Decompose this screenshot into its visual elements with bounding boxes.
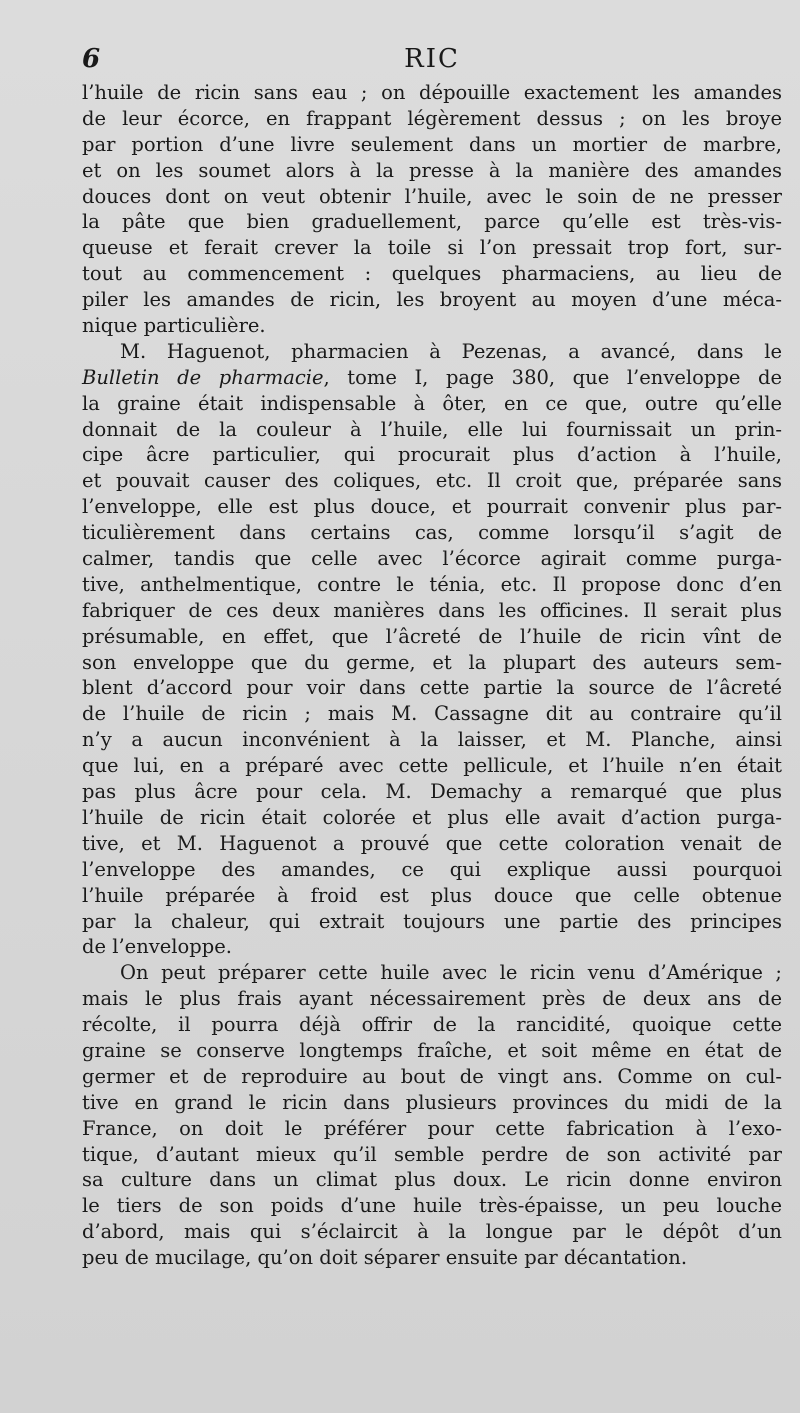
text-line: l’huile de ricin était colorée et plus elle avait d’action purga-	[82, 805, 782, 829]
text-line: On peut préparer cette huile avec le ricin venu d’Amérique ;	[120, 961, 782, 985]
text-line: germer et de reproduire au bout de vingt ans. Comme on cul-	[82, 1064, 782, 1088]
journal-title: Bulletin de pharmacie	[82, 365, 324, 389]
text-line: blent d’accord pour voir dans cette partie la source de l’âcreté	[82, 676, 782, 700]
text-line: l’enveloppe des amandes, ce qui explique aussi pourquoi	[82, 857, 782, 881]
page-header	[82, 44, 782, 80]
text-line: peu de mucilage, qu’on doit séparer ensuite par décantation.	[82, 1246, 688, 1270]
text-line: présumable, en effet, que l’âcreté de l’huile de ricin vînt de	[82, 624, 782, 648]
text-line: que lui, en a préparé avec cette pellicule, et l’huile n’en était	[82, 754, 782, 778]
text-line: graine se conserve longtemps fraîche, et soit même en état de	[82, 1038, 782, 1062]
text-line: fabriquer de ces deux manières dans les officines. Il serait plus	[82, 598, 782, 622]
text-line: tout au commencement : quelques pharmaciens, au lieu de	[82, 262, 782, 286]
text-line: pas plus âcre pour cela. M. Demachy a remarqué que plus	[82, 780, 782, 804]
text-line: M. Haguenot, pharmacien à Pezenas, a avancé, dans le	[120, 339, 782, 363]
text-line: n’y a aucun inconvénient à la laisser, et M. Planche, ainsi	[82, 728, 782, 752]
text-line: par portion d’une livre seulement dans un mortier de marbre,	[82, 132, 782, 156]
text-line-with-title	[82, 365, 782, 391]
text-line: sa culture dans un climat plus doux. Le ricin donne environ	[82, 1168, 782, 1192]
text-line: de leur écorce, en frappant légèrement dessus ; on les broye	[82, 106, 782, 130]
text-line: récolte, il pourra déjà offrir de la rancidité, quoique cette	[82, 1013, 782, 1037]
text-line: la pâte que bien graduellement, parce qu’elle est très-vis-	[82, 210, 782, 234]
text-line: et pouvait causer des coliques, etc. Il croit que, préparée sans	[82, 469, 782, 493]
text-line: par la chaleur, qui extrait toujours une partie des principes	[82, 909, 782, 933]
text-line: queuse et ferait crever la toile si l’on pressait trop fort, sur-	[82, 236, 782, 260]
text-line: son enveloppe que du germe, et la plupart des auteurs sem-	[82, 650, 782, 674]
text-line: et on les soumet alors à la presse à la manière des amandes	[82, 158, 782, 182]
text-line: tive en grand le ricin dans plusieurs provinces du midi de la	[82, 1090, 782, 1114]
running-head: RIC	[404, 44, 460, 74]
text-line: tive, et M. Haguenot a prouvé que cette coloration venait de	[82, 831, 782, 855]
text-line: mais le plus frais ayant nécessairement près de deux ans de	[82, 987, 782, 1011]
text-line: nique particulière.	[82, 314, 266, 338]
paragraph-1	[82, 80, 782, 339]
text-span: , tome I, page 380, que l’enveloppe de	[323, 365, 782, 389]
page-number: 6	[82, 44, 101, 74]
text-line: tique, d’autant mieux qu’il semble perdre de son activité par	[82, 1142, 782, 1166]
text-line: le tiers de son poids d’une huile très-épaisse, un peu louche	[82, 1194, 782, 1218]
text-line: douces dont on veut obtenir l’huile, avec le soin de ne presser	[82, 184, 782, 208]
paragraph-2	[82, 339, 782, 960]
body-text	[82, 80, 782, 1271]
text-line: de l’enveloppe.	[82, 935, 232, 959]
text-line: l’huile préparée à froid est plus douce que celle obtenue	[82, 883, 782, 907]
text-line: calmer, tandis que celle avec l’écorce agirait comme purga-	[82, 547, 782, 571]
text-line: d’abord, mais qui s’éclaircit à la longue par le dépôt d’un	[82, 1220, 782, 1244]
text-line: cipe âcre particulier, qui procurait plus d’action à l’huile,	[82, 443, 782, 467]
text-line: France, on doit le préférer pour cette fabrication à l’exo-	[82, 1116, 782, 1140]
text-line: tive, anthelmentique, contre le ténia, etc. Il propose donc d’en	[82, 572, 782, 596]
text-line: de l’huile de ricin ; mais M. Cassagne dit au contraire qu’il	[82, 702, 782, 726]
text-line: la graine était indispensable à ôter, en ce que, outre qu’elle	[82, 391, 782, 415]
text-line: l’enveloppe, elle est plus douce, et pourrait convenir plus par-	[82, 495, 782, 519]
text-line: piler les amandes de ricin, les broyent au moyen d’une méca-	[82, 288, 782, 312]
paragraph-3	[82, 960, 782, 1271]
text-line: donnait de la couleur à l’huile, elle lui fournissait un prin-	[82, 417, 782, 441]
text-line: ticulièrement dans certains cas, comme lorsqu’il s’agit de	[82, 521, 782, 545]
text-line: l’huile de ricin sans eau ; on dépouille exactement les amandes	[82, 81, 782, 104]
